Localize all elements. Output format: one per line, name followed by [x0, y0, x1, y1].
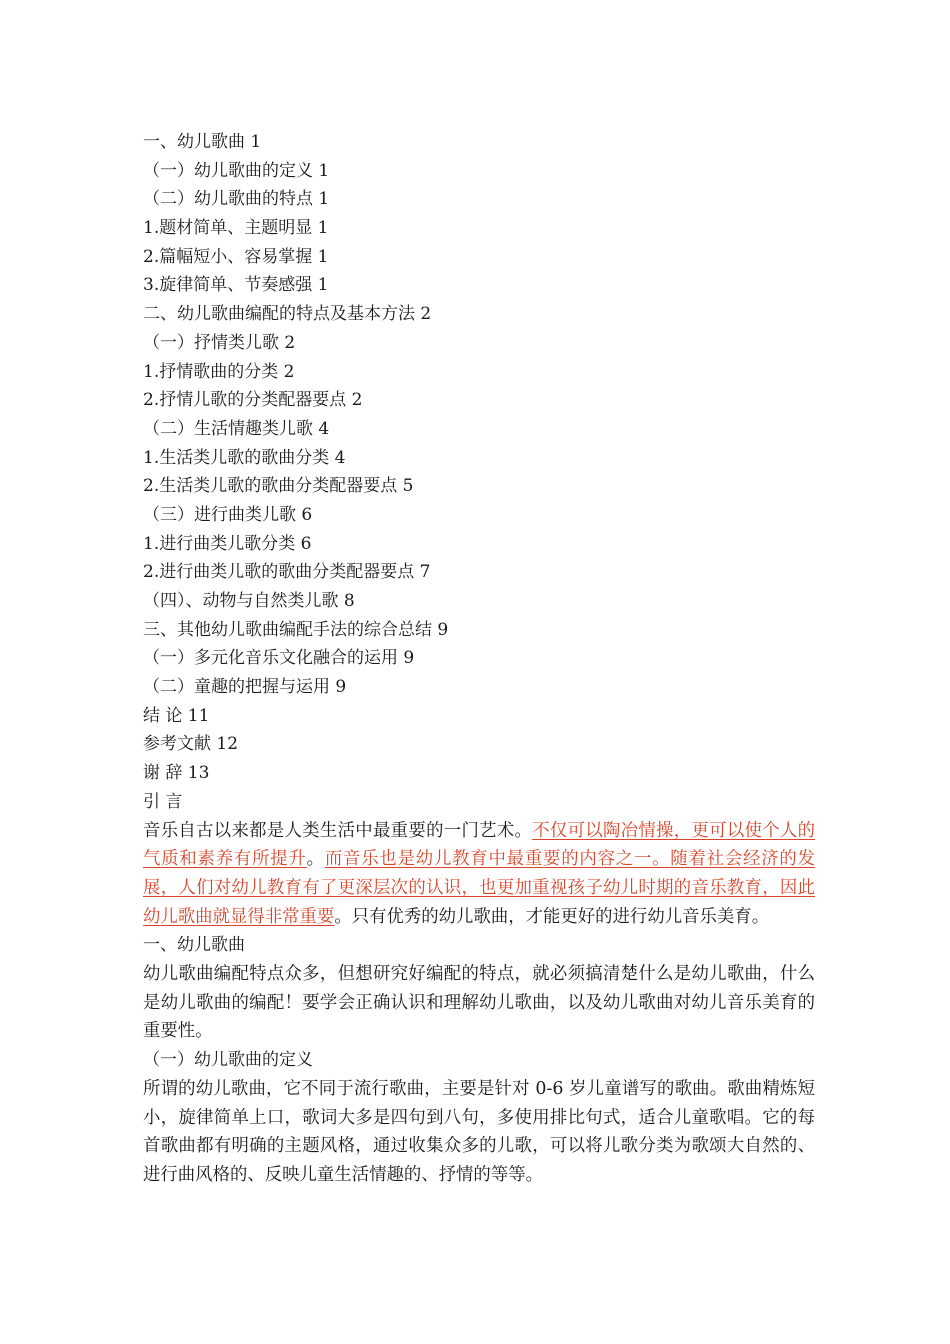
- subsection-heading: （一）幼儿歌曲的定义: [143, 1050, 313, 1071]
- toc-entry: 1.生活类儿歌的歌曲分类 4: [143, 447, 346, 468]
- toc-entry: 三、其他幼儿歌曲编配手法的综合总结 9: [143, 619, 449, 640]
- toc-entry: 谢 辞 13: [143, 763, 210, 784]
- toc-entry: 结 论 11: [143, 705, 210, 726]
- section-paragraph: 幼儿歌曲编配特点众多，但想研究好编配的特点，就必须搞清楚什么是幼儿歌曲，什么是幼儿歌曲的编配！要学会正确认识和理解幼儿歌曲，以及幼儿歌曲对幼儿音乐美育的重要性。: [143, 964, 815, 1042]
- highlighted-text: 不仅可以陶冶情操，更可以使个人的气质和素养有所提升: [143, 820, 815, 870]
- section-heading: 一、幼儿歌曲: [143, 935, 245, 956]
- toc-entry: 1.进行曲类儿歌分类 6: [143, 533, 312, 554]
- toc-entry: 2.抒情儿歌的分类配器要点 2: [143, 390, 363, 411]
- toc-entry: （一）幼儿歌曲的定义 1: [143, 160, 330, 181]
- intro-paragraph: [143, 817, 815, 932]
- toc-entry: （二）幼儿歌曲的特点 1: [143, 189, 330, 210]
- toc-entry: 2.生活类儿歌的歌曲分类配器要点 5: [143, 476, 414, 497]
- intro-text: 。只有优秀的幼儿歌曲，才能更好的进行幼儿音乐美育。: [334, 906, 770, 927]
- toc-entry: （四）、动物与自然类儿歌 8: [143, 591, 355, 611]
- toc-entry: （一）抒情类儿歌 2: [143, 332, 296, 353]
- intro-text: 音乐自古以来都是人类生活中最重要的一门艺术。: [143, 820, 533, 841]
- toc-entry: 2.进行曲类儿歌的歌曲分类配器要点 7: [143, 562, 431, 583]
- toc-entry: （一）多元化音乐文化融合的运用 9: [143, 648, 415, 669]
- toc-entry: 1.题材简单、主题明显 1: [143, 218, 329, 239]
- toc-entry: 二、幼儿歌曲编配的特点及基本方法 2: [143, 304, 432, 325]
- toc-entry: 2.篇幅短小、容易掌握 1: [143, 246, 329, 267]
- document-page: [143, 128, 823, 1190]
- toc-entry: 1.抒情歌曲的分类 2: [143, 361, 295, 382]
- intro-text: 。: [306, 849, 325, 870]
- highlighted-text: 而音乐也是幼儿教育中最重要的内容之一。随着社会经济的发展，人们对幼儿教育有了更深层次的认识，也更加重视孩子幼儿时期的音乐教育，因此幼儿歌曲就显得非常重要: [143, 849, 815, 927]
- toc-entry: 一、幼儿歌曲 1: [143, 132, 262, 152]
- table-of-contents: [143, 128, 823, 788]
- toc-entry: （二）生活情趣类儿歌 4: [143, 418, 330, 439]
- toc-entry: （二）童趣的把握与运用 9: [143, 677, 347, 698]
- intro-heading: 引 言: [143, 791, 183, 812]
- toc-entry: 3.旋律简单、节奏感强 1: [143, 275, 329, 296]
- toc-entry: （三）进行曲类儿歌 6: [143, 504, 313, 525]
- toc-entry: 参考文献 12: [143, 734, 239, 755]
- section-paragraph: 所谓的幼儿歌曲，它不同于流行歌曲，主要是针对 0-6 岁儿童谱写的歌曲。歌曲精炼短小，旋律简单上口，歌词大多是四句到八句，多使用排比句式，适合儿童歌唱。它的每首歌曲都有明确的主题风格，通过收集众多的儿歌，可以将儿歌分类为歌颂大自然的、进行曲风格的、反映儿童生活情趣的、抒情的等等。: [143, 1078, 815, 1185]
